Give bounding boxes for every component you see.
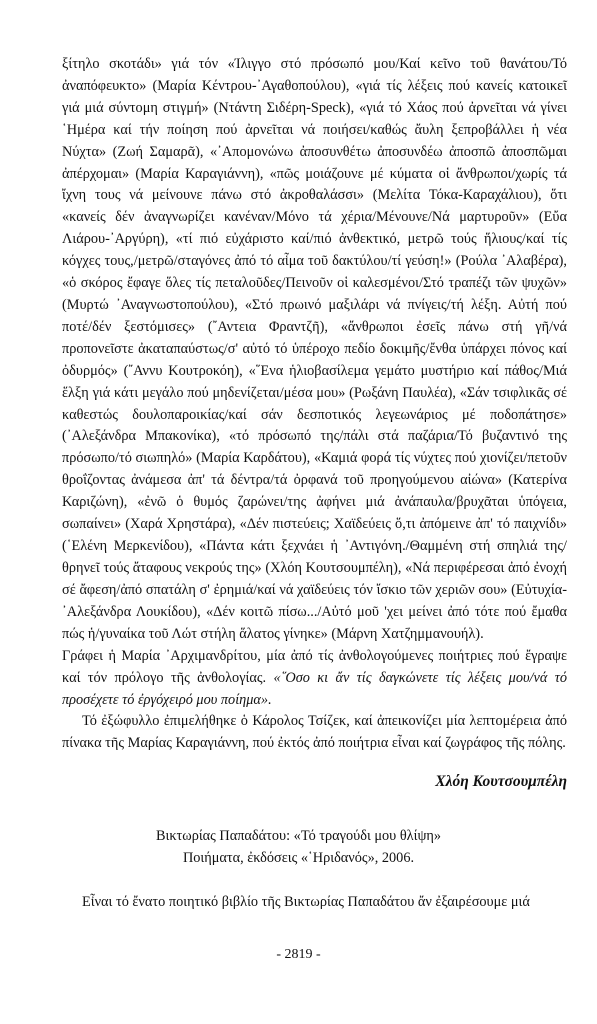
review-signature: Χλόη Κουτσουμπέλη <box>435 773 567 790</box>
editor-paragraph-quote: «῞Οσο κι ἄν τίς δαγκώνετε τίς λέξεις μου/νά τό προσέχετε τό ἐργόχειρό μου ποίημα». <box>62 669 567 708</box>
cover-paragraph: Τό ἐξώφυλλο ἐπιμελήθηκε ὁ Κάρολος Τσίζεκ, καί ἀπεικονίζει μία λεπτομέρεια ἀπό πίνακα τῆς Μαρίας Καραγιάννη, πού ἐκτός ἀπό ποιήτρια εἶναι καί ζωγράφος τῆς πόλης. <box>62 713 567 751</box>
book-publisher-prefix: Ποιήματα, ἐκδόσεις <box>182 850 298 866</box>
book-title-line: Βικτωρίας Παπαδάτου: «Τό τραγούδι μου θλίψη» <box>155 828 442 844</box>
editor-paragraph <box>62 646 567 712</box>
body-paragraph: ξίτηλο σκοτάδι» γιά τόν «Ίλιγγο στό πρόσωπό μου/Καί κεῖνο τοῦ θανάτου/Τό ἀναπόφευκτο» (Μαρία Κέντρου-᾽Αγαθοπούλου), «γιά τίς λέξεις πού κανείς κατοικεῖ γιά μιά σύντομη στιγμή» (Ντάντη Σιδέρη-Speck), «γιά τό Χάος πού ἀρνεῖται νά γίνει ῾Ημέρα καί τήν ποίηση πού ἀρνεῖται νά ποιήσει/καθώς ἄυλη ξεπροβάλλει ἡ νέα Νύχτα» (Ζωή Σαμαρᾶ), «᾽Απομονώνω ἀποσυνθέτω ἀποσυνδέω ἀποσπῶ ἀποσπῶμαι ἀπέρχομαι» (Μαρία Καραγιάννη), «πῶς μοιάζουνε μέ κύματα οἱ ἄνθρωποι/χωρίς τά ἴχνη τους νά μείνουνε πάνω στό ἀκροθαλάσσι» (Μελίτα Τόκα-Καραχάλιου), ὅτι «κανείς δέν ἀναγνωρίζει κανέναν/Μόνο τά χέρια/Μένουνε/Νά μαρτυροῦν» (Εὔα Λιάρου-᾽Αργύρη), «τί πιό εὐχάριστο καί/πιό ἀνθεκτικό, μετρῶ τούς ἥλιους/καί τίς κόγχες τους,/μετρῶ/σταγόνες ἀπό τό αἷμα τοῦ δακτύλου/τί γεύση!» (Ρούλα ᾽Αλαβέρα), «ὁ σκόρος ἔφαγε ὅλες τίς πεταλοῦδες/Πεινοῦν οἱ καλεσμένοι/Στό τραπέζι τῶν ψυχῶν» (Μυρτώ ᾽Αναγνωστοπούλου), «Στό πρωινό μαξιλάρι νά πνίγεις/τή λέξη. Αὐτή πού ποτέ/δέν ξεστόμισες» (῎Αντεια Φραντζῆ), «ἄνθρωποι ἐσεῖς πάνω στή γῆ/νά προπονεῖστε ἀκαταπαύστως/σ' αὐτό τό ὑπέροχο πεδίο δοκιμῆς/ἔνθα ὑπάρχει πόνος καί ὀδυρμός» (῎Αννυ Κουτροκόη), «῞Ενα ἡλιοβασίλεμα γεμάτο μυστήριο καί πάθος/Μιά ἕλξη γιά κάτι μεγάλο πού μηδενίζεται/μέσα μου» (Ρωξάνη Παυλέα), «Σάν τσιφλικᾶς σέ καθεστώς δουλοπαροικίας/καί σάν δεσποτικός λεγεωνάριος μέ ποδοπάτησε» (᾽Αλεξάνδρα Μπακονίκα), «τό πρόσωπό της/πάλι στά παζάρια/Τό βυζαντινό της πρόσωπο/τό σιωπηλό» (Μαρία Καρδάτου), «Καμιά φορά τίς νύχτες πού χιονίζει/πετοῦν θροΐζοντας ἀνάμεσα ἀπ' τά δέντρα/τά ὀρφανά τοῦ προηγούμενου αἰώνα» (Κατερίνα Καριζώνη), «ἐνῶ ὁ θυμός ζαρώνει/της ἀφήνει μιά ἀνάπαυλα/βρυχᾶται ὑπόγεια, σωπαίνει» (Χαρά Χρηστάρα), «Δέν πιστεύεις; Χαϊδεύεις ὅ,τι ἀπόμεινε ἀπ' τό παιχνίδι» (῾Ελένη Μερκενίδου), «Πάντα κάτι ξεχνάει ἡ ᾽Αντιγόνη./Θαμμένη στή σπηλιά της/θρηνεῖ τούς ἄταφους νεκρούς της» (Χλόη Κουτσουμπέλη), «Νά περιφέρεσαι ἀπό ἐνοχή σέ ἄφεση/ἀπό σπατάλη σ' ἐρημιά/καί νά χαϊδεύεις τόν ἴσκιο τῶν χεριῶν σου» (Εὐτυχία-᾽Αλεξάνδρα Λουκίδου), «Δέν κοιτῶ πίσω.../Αὐτό μοῦ 'χει μείνει ἀπό τότε πού ἔμαθα πώς ἡ/γυναίκα τοῦ Λώτ στήλη ἅλατος γίνηκε» (Μάρνη Χατζημμανουήλ). <box>62 56 567 642</box>
book-publisher-line <box>0 848 597 869</box>
review-start-paragraph: Εἶναι τό ἔνατο ποιητικό βιβλίο τῆς Βικτωρίας Παπαδάτου ἄν ἐξαιρέσουμε μιά <box>82 894 530 910</box>
editor-paragraph-text: Γράφει ἡ Μαρία ᾽Αρχιμανδρίτου, μία ἀπό τίς ἀνθολογούμενες ποιήτριες πού ἔγραψε καί τόν πρόλογο τῆς ἀνθολογίας. <box>62 648 567 686</box>
book-publisher-name: «῾Ηριδανός», 2006. <box>300 850 415 866</box>
page-number: - 2819 - <box>276 947 321 962</box>
